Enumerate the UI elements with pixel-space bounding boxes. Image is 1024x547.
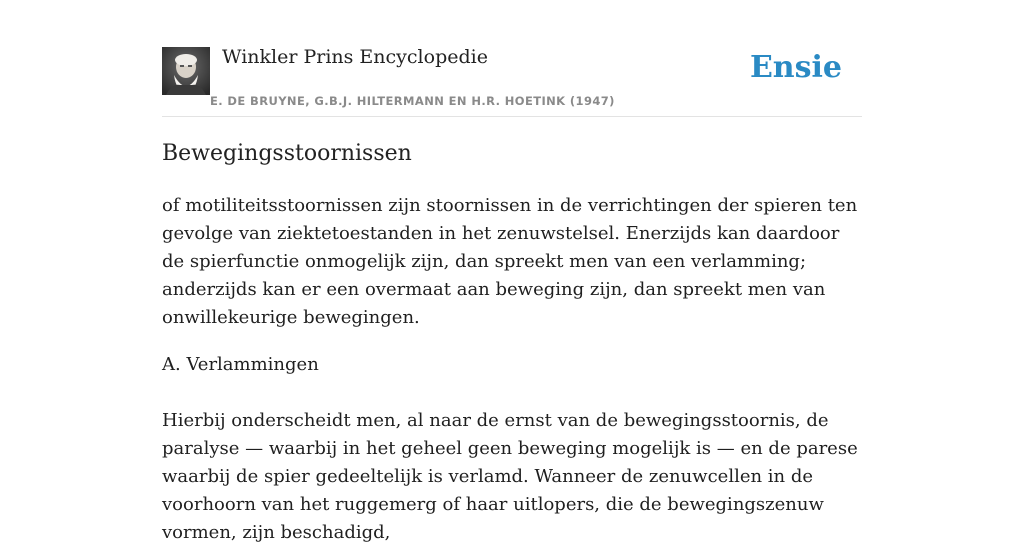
article-paragraph-2: Hierbij onderscheidt men, al naar de ernst van de bewegingsstoornis, de paralyse — waarbij in het geheel geen beweging mogelijk is — en de parese waarbij de spier gedeeltelijk is verlamd. Wanneer de zenuwcellen in de voorhoorn van het ruggemerg of haar uitlopers, die de bewegingszenuw vormen, zijn beschadigd,	[162, 410, 858, 543]
author-portrait-icon	[162, 47, 210, 95]
page-container	[162, 0, 862, 543]
site-header	[162, 0, 862, 117]
article-title: Bewegingsstoornissen	[162, 141, 412, 166]
authors-line[interactable]: E. DE BRUYNE, G.B.J. HILTERMANN EN H.R. HOETINK (1947)	[210, 94, 615, 108]
article-subheading: A. Verlammingen	[162, 354, 319, 375]
ensie-logo[interactable]: Ensie	[749, 50, 842, 85]
article-paragraph-1: of motiliteitsstoornissen zijn stoornissen in de verrichtingen der spieren ten gevolge van ziektetoestanden in het zenuwstelsel. Enerzijds kan daardoor de spierfunctie onmogelijk zijn, dan spreekt men van een verlamming; anderzijds kan er een overmaat aan beweging zijn, dan spreekt men van onwillekeurige bewegingen.	[162, 195, 858, 328]
site-title[interactable]: Winkler Prins Encyclopedie	[222, 46, 488, 68]
author-avatar[interactable]	[162, 47, 210, 95]
